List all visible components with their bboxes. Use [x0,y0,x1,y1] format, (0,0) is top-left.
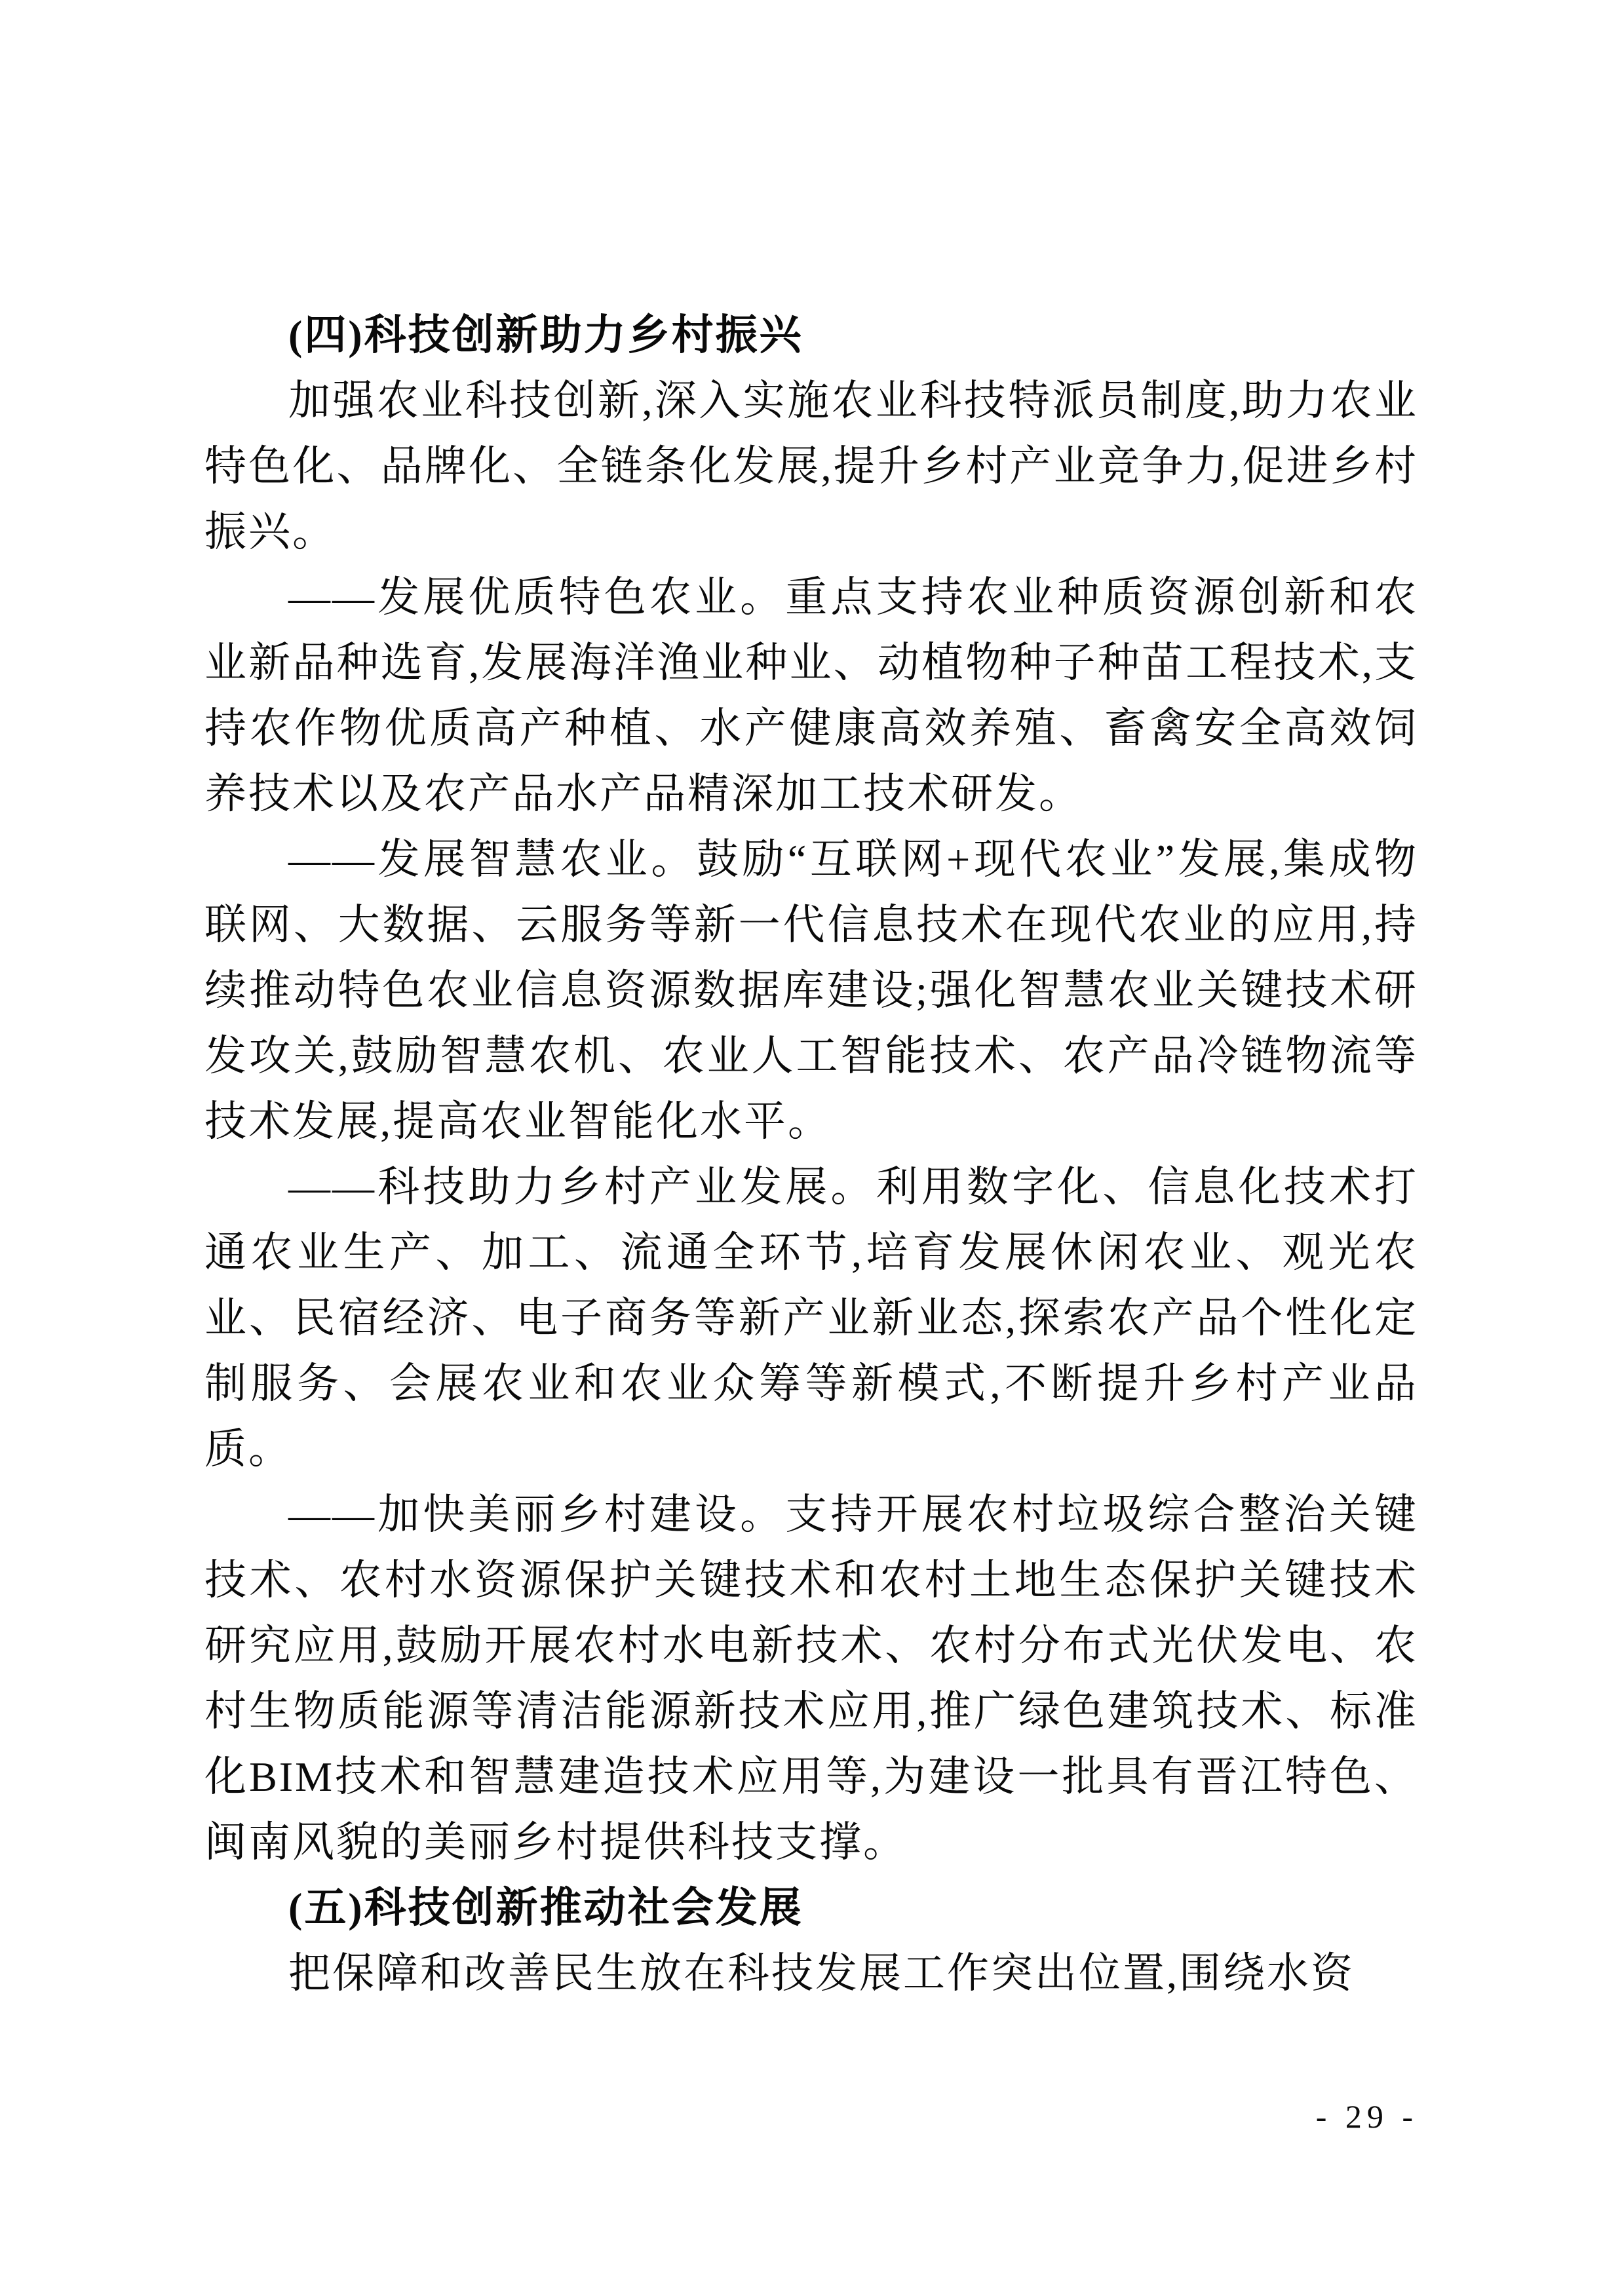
section-heading-5: (五)科技创新推动社会发展 [288,1885,803,1931]
body-paragraph: ——加快美丽乡村建设。支持开展农村垃圾综合整治关键技术、农村水资源保护关键技术和农村土地生态保护关键技术研究应用,鼓励开展农村水电新技术、农村分布式光伏发电、农村生物质能源等清洁能源新技术应用,推广绿色建筑技术、标准化BIM技术和智慧建造技术应用等,为建设一批具有晋江特色、闽南风貌的美丽乡村提供科技支撑。 [204,1491,1418,1866]
body-paragraph: 把保障和改善民生放在科技发展工作突出位置,围绕水资 [288,1950,1355,1997]
body-paragraph: ——发展优质特色农业。重点支持农业种质资源创新和农业新品种选育,发展海洋渔业种业、动植物种子种苗工程技术,支持农作物优质高产种植、水产健康高效养殖、畜禽安全高效饲养技术以及农产品水产品精深加工技术研发。 [204,574,1418,817]
body-paragraph: 加强农业科技创新,深入实施农业科技特派员制度,助力农业特色化、品牌化、全链条化发展,提升乡村产业竞争力,促进乡村振兴。 [204,377,1418,555]
body-paragraph: ——发展智慧农业。鼓励“互联网+现代农业”发展,集成物联网、大数据、云服务等新一代信息技术在现代农业的应用,持续推动特色农业信息资源数据库建设;强化智慧农业关键技术研发攻关,鼓励智慧农机、农业人工智能技术、农产品冷链物流等技术发展,提高农业智能化水平。 [204,836,1418,1145]
section-heading-4: (四)科技创新助力乡村振兴 [288,312,803,358]
page-number: - 29 - [1315,2098,1418,2135]
document-body [204,303,1418,2006]
body-paragraph: ——科技助力乡村产业发展。利用数字化、信息化技术打通农业生产、加工、流通全环节,培育发展休闲农业、观光农业、民宿经济、电子商务等新产业新业态,探索农产品个性化定制服务、会展农业和农业众筹等新模式,不断提升乡村产业品质。 [204,1164,1418,1472]
